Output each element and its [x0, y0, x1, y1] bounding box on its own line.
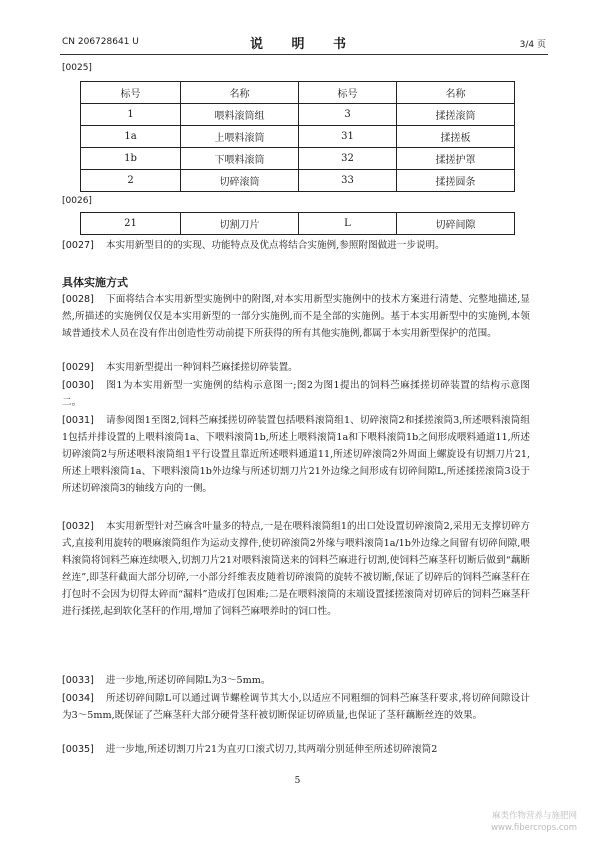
paragraph-number: [0032]: [62, 521, 94, 532]
paragraph-text: 本实用新型目的的实现、功能特点及优点将结合实施例,参照附图做进一步说明。: [105, 240, 445, 251]
paragraph: [62, 291, 530, 342]
paragraph: [62, 412, 530, 497]
table-cell: 切碎滚筒: [181, 170, 299, 192]
paragraph-text: 图1为本实用新型一实施例的结构示意图一;图2为图1提出的饲料苎麻揉搓切碎装置的结构示意图二。: [62, 380, 530, 408]
paragraph: [62, 690, 530, 724]
paragraph-text: 本实用新型针对苎麻含叶量多的特点,一是在喂料滚筒组1的出口处设置切碎滚筒2,采用无支撑切碎方式,直接利用旋转的喂麻滚筒组作为运动支撑件,使切碎滚筒2外缘与喂料滚筒1a/1b外边缘之间留有切碎间隙,喂料滚筒将饲料苎麻连续喂入,切割刀片21对喂料滚筒送来的饲料苎麻进行切割,使饲料苎麻茎秆切断后做到“藕断丝连”,即茎秆截面大部分切碎,一小部分纤维表皮随着切碎滚筒的旋转不被切断,保证了切碎后的饲料苎麻茎秆在打包时不会因为切得太碎而“漏料”造成打包困难;二是在喂料滚筒的末端设置揉搓滚筒对切碎后的饲料苎麻茎秆进行揉搓,起到软化茎秆的作用,增加了饲料苎麻喂养时的饲口性。: [62, 521, 530, 617]
paragraph-number: [0034]: [62, 693, 94, 704]
paragraph-number: [0033]: [62, 675, 94, 686]
paragraph-text: 请参阅图1至图2,饲料苎麻揉搓切碎装置包括喂料滚筒组1、切碎滚筒2和揉搓滚筒3,所述喂料滚筒组1包括并排设置的上喂料滚筒1a、下喂料滚筒1b,所述上喂料滚筒1a和下喂料滚筒1b之间形成喂料通道11,所述切碎滚筒2与所述喂料滚筒组1平行设置且靠近所述喂料通道11,所述切碎滚筒2外周面上螺旋设有切割刀片21,所述上喂料滚筒1a、下喂料滚筒1b外边缘与所述切割刀片21外边缘之间形成有切碎间隙L,所述揉搓滚筒3设于所述切碎滚筒3的轴线方向的一侧。: [62, 415, 530, 494]
table-row: [81, 148, 515, 170]
paragraph: [62, 359, 530, 376]
table-cell: L: [299, 213, 397, 235]
watermark: [491, 810, 577, 834]
paragraph: [62, 377, 530, 411]
table-header-cell: 名称: [397, 82, 515, 104]
reference-table-2: [80, 212, 515, 235]
table-header-cell: 名称: [181, 82, 299, 104]
paragraph-number: [0029]: [62, 362, 94, 373]
paragraph-tag: [0025]: [62, 63, 92, 73]
table-cell: 32: [299, 148, 397, 170]
table-cell: 揉搓圆条: [397, 170, 515, 192]
table-cell: 1b: [81, 148, 181, 170]
table-cell: 切碎间隙: [397, 213, 515, 235]
table-cell: 揉搓护罩: [397, 148, 515, 170]
page-header: [62, 34, 546, 50]
table-cell: 1a: [81, 126, 181, 148]
table-cell: 2: [81, 170, 181, 192]
paragraph-tag: [0026]: [62, 196, 92, 206]
section-heading: 具体实施方式: [62, 276, 128, 289]
paragraph: [62, 518, 530, 620]
paragraph-text: 下面将结合本实用新型实施例中的附图,对本实用新型实施例中的技术方案进行清楚、完整地描述,显然,所描述的实施例仅仅是本实用新型的一部分实施例,而不是全部的实施例。基于本实用新型中的实施例,本领域普通技术人员在没有作出创造性劳动前提下所获得的所有其他实施例,都属于本实用新型保护的范围。: [62, 294, 530, 339]
watermark-title: 麻类作物营养与施肥网: [491, 811, 577, 821]
table-cell: 上喂料滚筒: [181, 126, 299, 148]
table-row: [81, 213, 515, 235]
paragraph: [62, 237, 530, 254]
header-divider: [60, 54, 548, 55]
table-cell: 21: [81, 213, 181, 235]
table-header-row: [81, 82, 515, 104]
paragraph-text: 进一步地,所述切割刀片21为直刃口滚式切刀,其两端分别延伸至所述切碎滚筒2: [105, 744, 438, 755]
table-row: [81, 126, 515, 148]
table-cell: 33: [299, 170, 397, 192]
table-cell: 喂料滚筒组: [181, 104, 299, 126]
paragraph-number: [0035]: [62, 744, 94, 755]
table-cell: 31: [299, 126, 397, 148]
table-row: [81, 104, 515, 126]
paragraph-text: 进一步地,所述切碎间隙L为3～5mm。: [105, 675, 271, 686]
document-title: 说 明 书: [249, 37, 359, 52]
table-cell: 切割刀片: [181, 213, 299, 235]
table-cell: 1: [81, 104, 181, 126]
table-row: [81, 170, 515, 192]
table-header-cell: 标号: [299, 82, 397, 104]
watermark-url: www.fibercrops.com: [491, 823, 577, 833]
page-indicator: 3/4 页: [519, 40, 546, 50]
paragraph: [62, 741, 530, 758]
paragraph-text: 所述切碎间隙L可以通过调节螺栓调节其大小,以适应不同粗细的饲料苎麻茎秆要求,将切碎间隙设计为3～5mm,既保证了苎麻茎秆大部分硬骨茎秆被切断保证切碎质量,也保证了茎秆藕断丝连的效果。: [62, 693, 530, 721]
table-cell: 揉搓板: [397, 126, 515, 148]
table-header-cell: 标号: [81, 82, 181, 104]
paragraph-number: [0030]: [62, 380, 94, 391]
table-cell: 下喂料滚筒: [181, 148, 299, 170]
page-number: 5: [294, 776, 301, 786]
table-cell: 揉搓滚筒: [397, 104, 515, 126]
paragraph-text: 本实用新型提出一种饲料苎麻揉搓切碎装置。: [105, 362, 298, 373]
reference-table: [80, 81, 515, 192]
table-cell: 3: [299, 104, 397, 126]
paragraph-number: [0027]: [62, 240, 94, 251]
paragraph-number: [0028]: [62, 294, 94, 305]
patent-number: CN 206728641 U: [62, 37, 139, 47]
paragraph: [62, 672, 530, 689]
paragraph-number: [0031]: [62, 415, 94, 426]
